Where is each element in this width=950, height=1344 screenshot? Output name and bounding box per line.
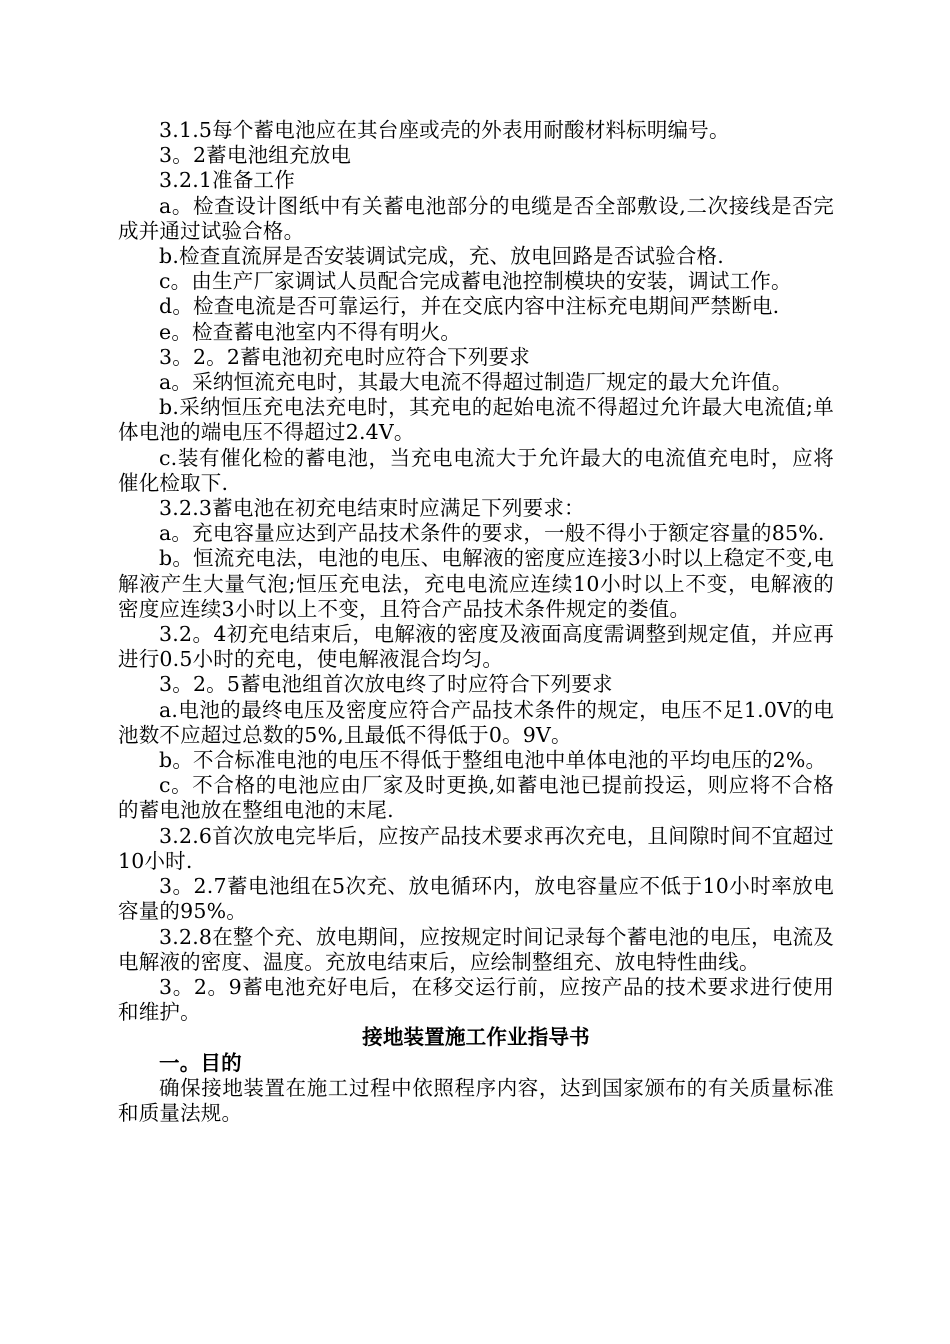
paragraph: a。充电容量应达到产品技术条件的要求，一般不得小于额定容量的85%. xyxy=(159,521,825,546)
paragraph: 确保接地装置在施工过程中依照程序内容，达到国家颁布的有关质量标准和质量法规。 xyxy=(118,1075,834,1125)
paragraph: c。不合格的电池应由厂家及时更换,如蓄电池已提前投运，则应将不合格的蓄电池放在整组电池的末尾. xyxy=(118,773,834,823)
paragraph: 3.1.5每个蓄电池应在其台座或壳的外表用耐酸材料标明编号。 xyxy=(159,118,730,142)
paragraph: 3.2。4初充电结束后，电解液的密度及液面高度需调整到规定值，并应再进行0.5小时的充电，使电解液混合均匀。 xyxy=(118,622,834,672)
paragraph: 3.2.6首次放电完毕后，应按产品技术要求再次充电，且间隙时间不宜超过10小时. xyxy=(118,823,834,873)
paragraph: a。检查设计图纸中有关蓄电池部分的电缆是否全部敷设,二次接线是否完成并通过试验合格。 xyxy=(118,193,834,243)
paragraph: 3。2。9蓄电池充好电后，在移交运行前，应按产品的技术要求进行使用和维护。 xyxy=(118,974,834,1025)
paragraph: 3。2。2蓄电池初充电时应符合下列要求 xyxy=(159,344,530,369)
document-body xyxy=(118,118,834,1126)
paragraph: b。不合标准电池的电压不得低于整组电池中单体电池的平均电压的2%。 xyxy=(159,748,827,773)
paragraph: b.检查直流屏是否安装调试完成，充、放电回路是否试验合格. xyxy=(159,244,724,269)
paragraph: 3.2.8在整个充、放电期间，应按规定时间记录每个蓄电池的电压，电流及电解液的密度、温度。充放电结束后，应绘制整组充、放电特性曲线。 xyxy=(118,924,834,974)
paragraph: 3。2.7蓄电池组在5次充、放电循环内，放电容量应不低于10小时率放电容量的95%。 xyxy=(118,874,834,924)
paragraph: 3.2.1准备工作 xyxy=(159,168,295,193)
paragraph: d。检查电流是否可靠运行，并在交底内容中注标充电期间严禁断电. xyxy=(159,294,780,319)
paragraph: b。恒流充电法，电池的电压、电解液的密度应连接3小时以上稳定不变,电解液产生大量气泡;恒压充电法，充电电流应连续10小时以上不变，电解液的密度应连续3小时以上不变，且符合产品技术条件规定的娄值。 xyxy=(118,546,834,621)
paragraph: a.电池的最终电压及密度应符合产品技术条件的规定，电压不足1.0V的电池数不应超过总数的5%,且最低不得低于0。9V。 xyxy=(118,697,834,747)
paragraph: 3.2.3蓄电池在初充电结束时应满足下列要求： xyxy=(159,496,585,521)
paragraph: 3。2蓄电池组充放电 xyxy=(159,143,352,168)
paragraph: b.采纳恒压充电法充电时，其充电的起始电流不得超过允许最大电流值;单体电池的端电压不得超过2.4V。 xyxy=(118,395,834,445)
paragraph: e。检查蓄电池室内不得有明火。 xyxy=(159,319,462,344)
document-heading: 接地装置施工作业指导书 xyxy=(362,1025,590,1050)
section-title: 一。目的 xyxy=(159,1050,242,1075)
paragraph: c.装有催化检的蓄电池，当充电电流大于允许最大的电流值充电时，应将催化检取下. xyxy=(118,445,834,495)
paragraph: a。采纳恒流充电时，其最大电流不得超过制造厂规定的最大允许值。 xyxy=(159,370,793,395)
paragraph: 3。2。5蓄电池组首次放电终了时应符合下列要求 xyxy=(159,672,613,697)
paragraph: c。由生产厂家调试人员配合完成蓄电池控制模块的安装，调试工作。 xyxy=(159,269,792,294)
